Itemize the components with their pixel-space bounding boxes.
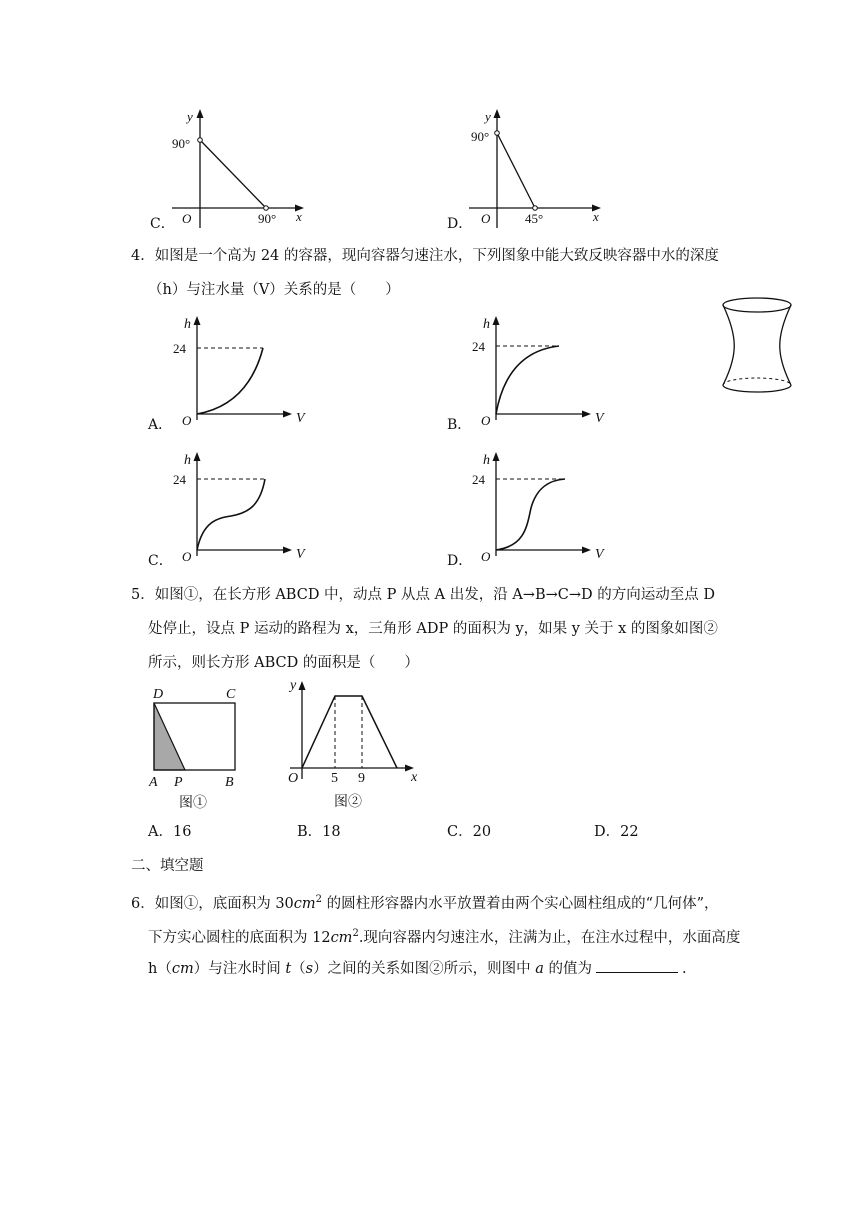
q4-b-y-tick: 24	[472, 339, 485, 354]
q4-option-a-graph	[148, 310, 318, 435]
q5-stem-line1: 5．如图①，在长方形 ABCD 中，动点 P 从点 A 出发，沿 A→B→C→D 的方向运动至点 D	[131, 587, 715, 603]
q5-label-d: D	[153, 687, 164, 702]
q4-d-y-axis-label: h	[483, 453, 490, 468]
q6-stem-line3: h（cm）与注水时间 t（s）之间的关系如图②所示，则图中 a 的值为 .	[148, 958, 687, 979]
q5-option-c-value: 20	[472, 824, 492, 840]
q4-option-c	[148, 446, 318, 571]
q4-option-c-graph	[148, 446, 318, 571]
q5-label-a: A	[149, 775, 158, 790]
q3-option-d	[447, 105, 617, 235]
q4-option-a-label: A．	[148, 417, 173, 433]
q5-fig2-x-tick-9: 9	[358, 771, 365, 786]
q4-option-d-label: D．	[447, 553, 473, 569]
q4-stem-line1: 4．如图是一个高为 24 的容器，现向容器匀速注水，下列图象中能大致反映容器中水的深度	[131, 248, 719, 264]
q4-option-d-graph	[447, 446, 617, 571]
q5-option-d-value: 22	[620, 824, 639, 840]
q5-stem-line3: 所示，则长方形 ABCD 的面积是（ ）	[148, 655, 419, 671]
q5-stem-line2: 处停止，设点 P 运动的路程为 x，三角形 ADP 的面积为 y，如果 y 关于 x 的图象如图②	[148, 621, 718, 637]
q5-shaded-triangle	[154, 703, 185, 770]
q4-stem-line2: （h）与注水量（V）关系的是（ ）	[148, 282, 400, 298]
q5-option-a	[148, 822, 191, 842]
q5-figure-2	[280, 675, 425, 815]
hourglass-vase-icon	[712, 292, 802, 402]
q3-option-c-label: C．	[150, 216, 175, 232]
q5-option-c	[447, 822, 491, 842]
q5-fig1-caption: 图①	[179, 795, 207, 811]
q5-option-b	[297, 822, 341, 842]
q5-option-a-label: A．	[148, 824, 173, 840]
q5-fig2-y-axis-label: y	[290, 678, 297, 693]
q4-b-x-axis-label: V	[595, 411, 604, 426]
q4-c-y-tick: 24	[173, 472, 186, 487]
q4-option-c-label: C．	[148, 553, 173, 569]
q5-fig2-x-tick-5: 5	[331, 771, 338, 786]
q5-option-b-value: 18	[322, 824, 341, 840]
q4-option-b	[447, 310, 617, 435]
q4-d-origin: O	[481, 549, 491, 564]
q4-d-y-tick: 24	[472, 472, 485, 487]
q4-option-a	[148, 310, 318, 435]
q3-option-c-graph	[150, 105, 320, 235]
q3-d-x-axis-label: x	[593, 209, 599, 224]
q5-fig2-x-axis-label: x	[411, 770, 418, 785]
q6-stem-line2: 下方实心圆柱的底面积为 $12cm^2$.现向容器内匀速注水，注满为止，在注水过程中，水面高度	[148, 928, 741, 946]
q5-fig2-origin: O	[288, 771, 299, 786]
q4-option-b-graph	[447, 310, 617, 435]
q4-c-y-axis-label: h	[184, 453, 191, 468]
q3-d-x-tick: 45°	[525, 211, 544, 226]
q4-d-x-axis-label: V	[595, 547, 604, 562]
q5-label-b: B	[225, 775, 234, 790]
q3-option-c	[150, 105, 320, 235]
q5-option-b-label: B．	[297, 824, 323, 840]
q4-a-x-axis-label: V	[296, 411, 305, 426]
q4-b-origin: O	[481, 413, 491, 428]
q5-label-c: C	[226, 687, 236, 702]
q3-option-d-graph	[447, 105, 617, 235]
q4-a-origin: O	[182, 413, 192, 428]
q5-option-d-label: D．	[594, 824, 621, 840]
q5-option-d	[594, 822, 639, 842]
q3-c-origin: O	[182, 211, 192, 226]
q5-label-p: P	[174, 775, 183, 790]
q5-option-a-value: 16	[172, 824, 192, 840]
section-title: 二、填空题	[131, 858, 204, 874]
q4-a-y-tick: 24	[173, 341, 186, 356]
q4-c-origin: O	[182, 549, 192, 564]
q5-figure-1	[145, 682, 255, 814]
q3-d-y-axis-label: y	[485, 109, 491, 124]
q3-d-y-tick: 90°	[471, 129, 490, 144]
q3-c-x-tick: 90°	[258, 211, 277, 226]
q3-d-origin: O	[481, 211, 491, 226]
q4-c-x-axis-label: V	[296, 547, 305, 562]
q3-c-x-axis-label: x	[296, 209, 302, 224]
q6-answer-blank[interactable]	[596, 958, 678, 973]
q4-b-y-axis-label: h	[483, 317, 490, 332]
q3-c-y-axis-label: y	[187, 109, 193, 124]
q4-option-b-label: B．	[447, 417, 472, 433]
q3-c-y-tick: 90°	[172, 136, 191, 151]
q3-option-d-label: D．	[447, 216, 473, 232]
q4-option-d	[447, 446, 617, 571]
q4-a-y-axis-label: h	[184, 317, 191, 332]
q5-fig2-caption: 图②	[334, 794, 362, 810]
q5-option-c-label: C．	[447, 824, 473, 840]
q6-stem-line1: 6．如图①，底面积为 $30cm^2$ 的圆柱形容器内水平放置着由两个实心圆柱组成的“几何体”，	[131, 894, 719, 912]
